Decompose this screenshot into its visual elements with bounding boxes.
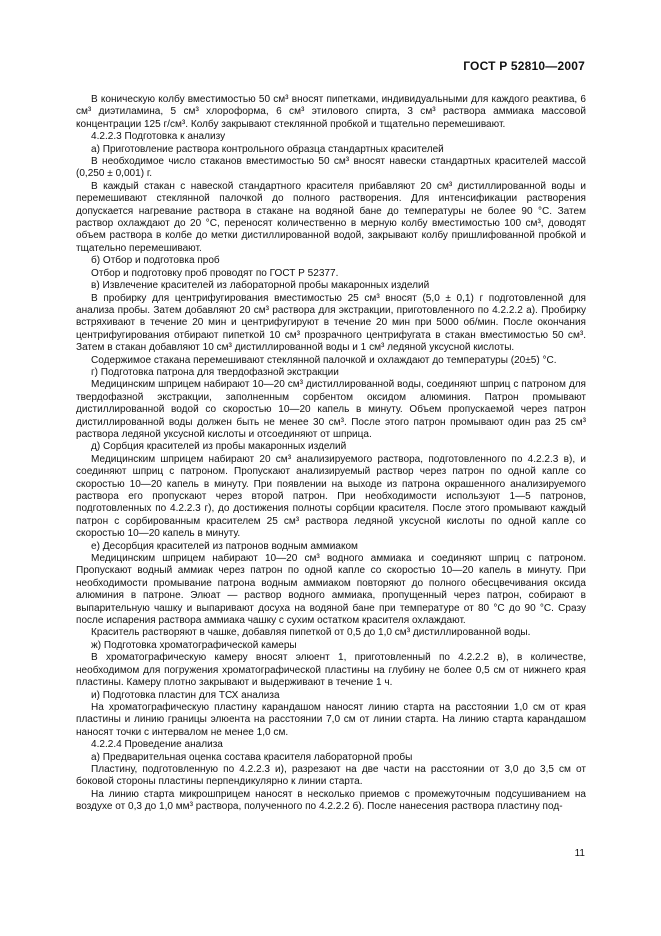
- paragraph: Медицинским шприцем набирают 10—20 см³ дистиллированной воды, соединяют шприц с патроном для твердофазной экстракции, заполненным сорбентом оксидом алюминия. Патрон промывают дистиллированной водой со скоростью 10—20 капель в минуту. Объем пропускаемой через патрон дистиллированной воды должен быть не менее 30 см³. После этого патрон промывают один раз 25 см³ раствора ледяной уксусной кислоты и отсоединяют от шприца.: [76, 379, 586, 440]
- paragraph: На линию старта микрошприцем наносят в несколько приемов с промежуточным подсушиванием на воздухе от 0,3 до 1,0 мм³ раствора, полученного по 4.2.2.2 б). После нанесения раствора пластину под-: [76, 788, 586, 813]
- paragraph: Отбор и подготовку проб проводят по ГОСТ Р 52377.: [91, 267, 339, 279]
- paragraph: В коническую колбу вместимостью 50 см³ вносят пипетками, индивидуальными для каждого реактива, 6 см³ диэтиламина, 5 см³ хлороформа, 6 см³ этилового спирта, 3 см³ раствора аммиака массовой концентрации 125 г/см³. Колбу закрывают стеклянной пробкой и тщательно перемешивают.: [76, 94, 586, 130]
- subsection-heading: г) Подготовка патрона для твердофазной экстракции: [91, 366, 339, 378]
- subsection-heading: д) Сорбция красителей из пробы макаронных изделий: [91, 441, 347, 453]
- subsection-heading: б) Отбор и подготовка проб: [91, 255, 220, 267]
- paragraph: Пластину, подготовленную по 4.2.2.3 и), разрезают на две части на расстоянии от 3,0 до 3,5 см от боковой стороны пластины перпендикулярно к линии старта.: [76, 763, 586, 788]
- paragraph: В хроматографическую камеру вносят элюент 1, приготовленный по 4.2.2.2 в), в количестве, необходимом для погружения хроматографической пластины на глубину не более 0,5 см от нижнего края пластины. Камеру плотно закрывают и выдерживают в течение 1 ч.: [76, 652, 586, 689]
- paragraph: На хроматографическую пластину карандашом наносят линию старта на расстоянии 1,0 см от края пластины и линию границы элюента на расстоянии 7,0 см от линии старта. На линию старта карандашом наносят точки с интервалом не менее 1,0 см.: [76, 701, 586, 738]
- paragraph: Содержимое стакана перемешивают стеклянной палочкой и охлаждают до температуры (20±5) °С.: [91, 354, 557, 366]
- subsection-heading: ж) Подготовка хроматографической камеры: [91, 639, 297, 651]
- paragraph: Медицинским шприцем набирают 20 см³ анализируемого раствора, подготовленного по 4.2.2.3 в), и соединяют шприц с патроном. Пропускают анализируемый раствор через патрон по одной капле со скоростью 10—20 капель в минуту. При появлении на выходе из патрона окрашенного анализируемого раствора его пропускают через второй патрон. При необходимости используют 1—5 патронов, подготовленных по 4.2.2.3 г), до достижения полноты сорбции красителя. После этого промывают каждый патрон с сорбированным красителем 25 см³ раствора ледяной уксусной кислоты по одной капле со скоростью 10—20 капель в минуту.: [76, 453, 586, 540]
- section-heading: 4.2.2.3 Подготовка к анализу: [91, 131, 226, 143]
- page-number: 11: [574, 848, 585, 859]
- paragraph: Краситель растворяют в чашке, добавляя пипеткой от 0,5 до 1,0 см³ дистиллированной воды.: [91, 627, 531, 639]
- subsection-heading: а) Приготовление раствора контрольного образца стандартных красителей: [91, 143, 444, 155]
- subsection-heading: и) Подготовка пластин для ТСХ анализа: [91, 689, 280, 701]
- subsection-heading: а) Предварительная оценка состава красителя лабораторной пробы: [91, 751, 413, 763]
- paragraph: В необходимое число стаканов вместимостью 50 см³ вносят навески стандартных красителей массой (0,250 ± 0,001) г.: [76, 156, 586, 180]
- paragraph: В каждый стакан с навеской стандартного красителя прибавляют 20 см³ дистиллированной воды и перемешивают стеклянной палочкой до полного растворения. Для интенсификации растворения допускается нагревание раствора в стакане на водяной бане до температуры не более 90 °С. Затем раствор охлаждают до 20 °С, переносят количественно в мерную колбу вместимостью 100 см³, доводят объем раствора в колбе до метки дистиллированной водой, закрывают колбу пришлифованной пробкой и тщательно перемешивают.: [76, 180, 586, 254]
- subsection-heading: е) Десорбция красителей из патронов водным аммиаком: [91, 540, 358, 552]
- paragraph: Медицинским шприцем набирают 10—20 см³ водного аммиака и соединяют шприц с патроном. Пропускают водный аммиак через патрон по одной капле со скоростью 10—20 капель в минуту. При необходимости промывание патрона водным аммиаком повторяют до полного обесцвечивания оксида алюминия в патроне. Элюат — раствор водного аммиака, пропущенный через патрон, собирают в выпарительную чашку и выпаривают досуха на водяной бане при температуре от 80 °С до 90 °С. Сразу после испарения раствора аммиака чашку с сухим остатком красителя охлаждают.: [76, 553, 586, 627]
- body-text: [76, 94, 586, 814]
- document-code-header: ГОСТ Р 52810—2007: [463, 59, 585, 73]
- section-heading: 4.2.2.4 Проведение анализа: [91, 739, 223, 751]
- subsection-heading: в) Извлечение красителей из лабораторной пробы макаронных изделий: [91, 280, 430, 292]
- paragraph: В пробирку для центрифугирования вместимостью 25 см³ вносят (5,0 ± 0,1) г подготовленной для анализа пробы. Затем добавляют 20 см³ раствора для экстракции, приготовленного по 4.2.2.2 а). Пробирку встряхивают в течение 20 мин и центрифугируют в течение 20 мин при 5000 об/мин. После окончания центрифугирования отбирают пипеткой 10 см³ прозрачного центрифугата в стакан вместимостью 50 см³. Затем в стакан добавляют 10 см³ дистиллированной воды и 1 см³ ледяной уксусной кислоты.: [76, 292, 586, 354]
